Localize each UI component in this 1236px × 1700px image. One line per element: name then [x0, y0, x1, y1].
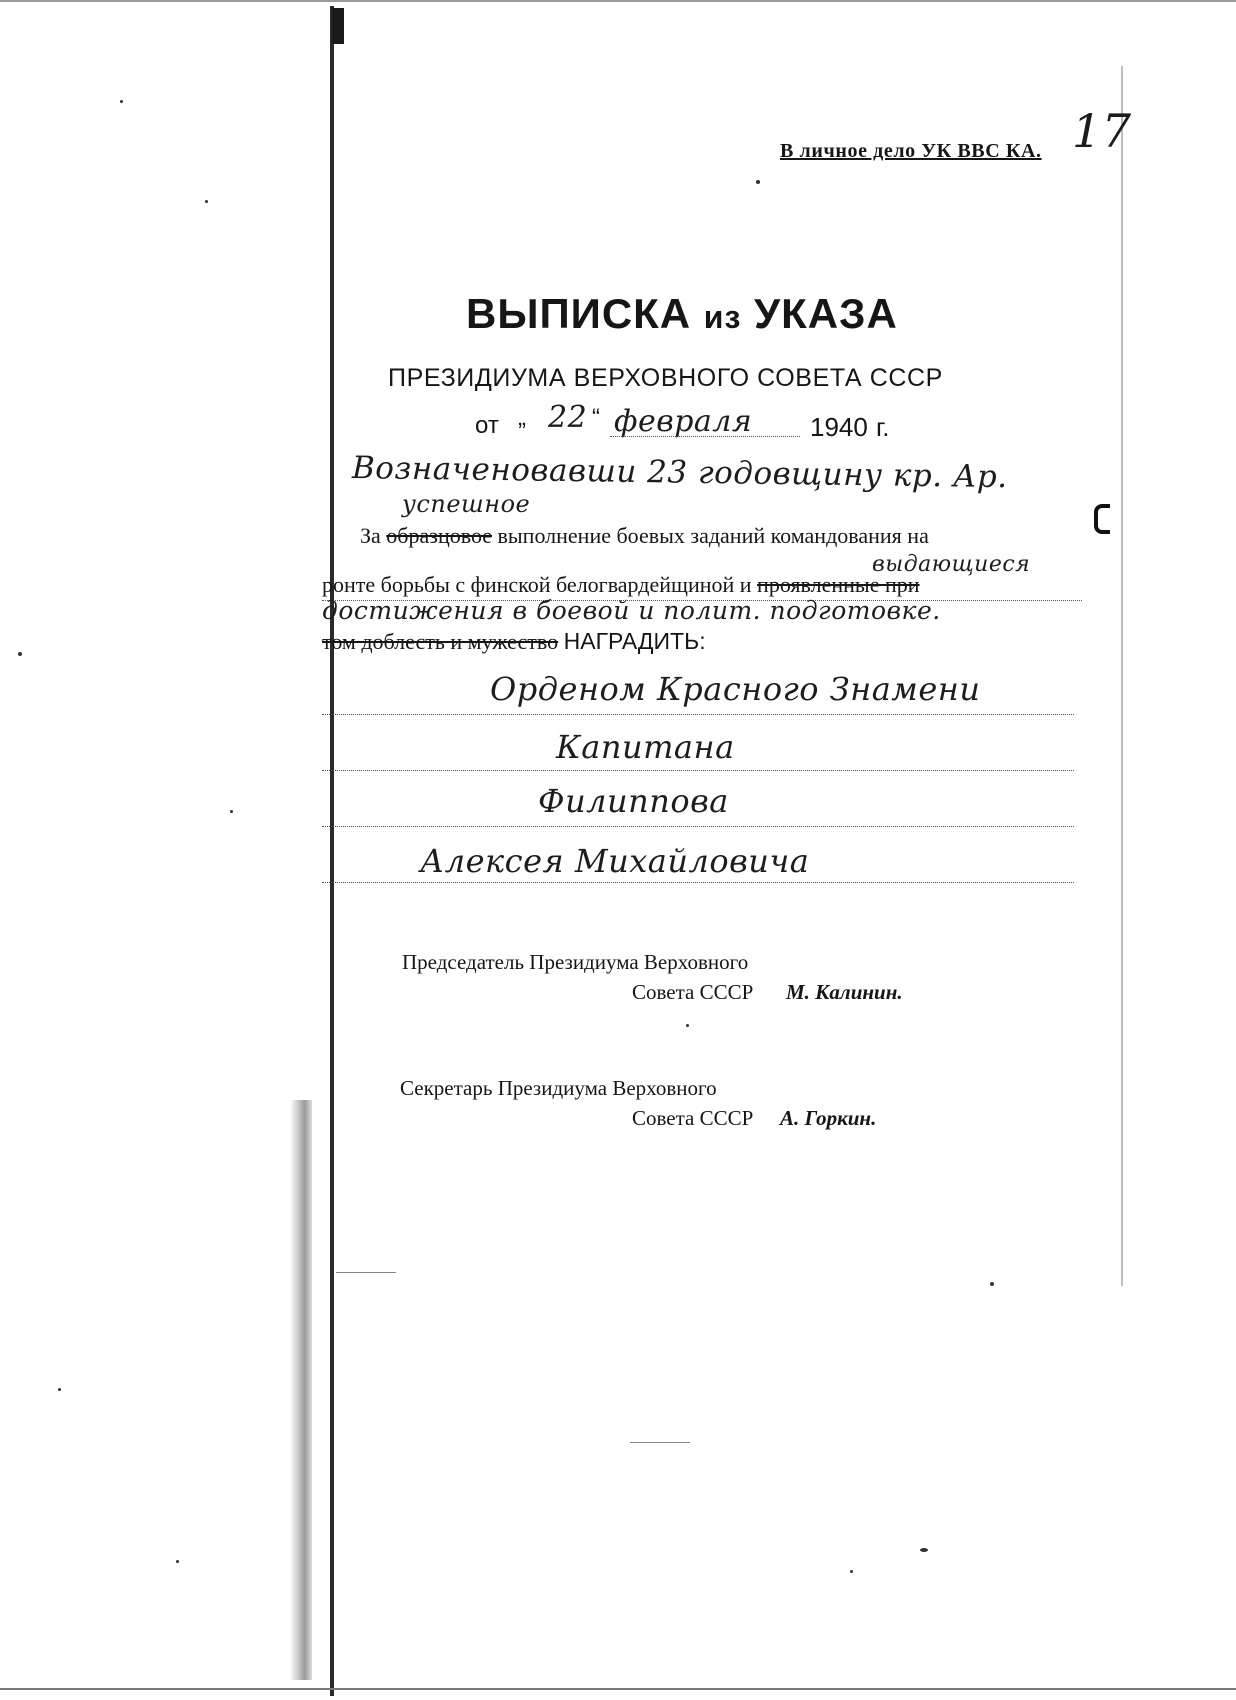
insert-successful: успешное — [402, 490, 531, 518]
chairman-title-2: Совета СССР — [632, 980, 754, 1004]
document-title — [466, 290, 898, 338]
struck-valor: том доблесть и мужество — [322, 629, 559, 654]
struck-exemplary: образцовое — [386, 523, 492, 548]
award-surname: Филиппова — [538, 782, 729, 820]
award-rule-1 — [322, 714, 1074, 715]
body-line-2 — [322, 572, 920, 598]
document-subtitle: ПРЕЗИДИУМА ВЕРХОВНОГО СОВЕТА СССР — [388, 364, 943, 392]
body-line-1-rest: выполнение боевых заданий командования на — [497, 523, 929, 548]
title-word-3: УКАЗА — [754, 290, 898, 337]
award-command: НАГРАДИТЬ: — [563, 628, 706, 654]
date-year: 1940 — [810, 412, 868, 442]
date-month-line — [610, 436, 800, 437]
scan-speck — [230, 810, 233, 813]
scan-speck — [990, 1282, 994, 1286]
scan-speck — [686, 1024, 689, 1027]
date-close-quote: “ — [592, 404, 600, 431]
award-rule-2 — [322, 770, 1074, 771]
margin-bracket-mark — [1094, 504, 1110, 534]
bottom-edge — [0, 1688, 1236, 1690]
body-line-4 — [322, 628, 706, 655]
left-page-edge — [330, 6, 334, 1696]
scan-speck — [920, 1548, 928, 1552]
scan-speck — [120, 100, 123, 103]
scan-speck — [176, 1560, 179, 1563]
date-month: февраля — [614, 404, 753, 439]
date-open-quote: „ — [518, 404, 526, 431]
scan-speck — [205, 200, 208, 203]
right-page-edge — [1121, 66, 1123, 1286]
body-line-1-start: За — [360, 523, 381, 548]
body-line-3-handwritten: достижения в боевой и полит. подготовке. — [322, 596, 941, 625]
secretary-name: А. Горкин. — [780, 1106, 877, 1130]
chairman-name: М. Калинин. — [786, 980, 903, 1004]
date-prefix: от — [475, 412, 499, 439]
award-rank: Капитана — [556, 728, 735, 766]
scan-speck — [850, 1570, 853, 1573]
body-line-1 — [360, 523, 929, 549]
title-word-1: ВЫПИСКА — [466, 290, 692, 337]
binding-mark — [332, 8, 344, 44]
date-day: 22 — [548, 400, 588, 435]
scan-streak — [336, 1272, 396, 1273]
top-edge — [0, 0, 1236, 2]
file-note: В личное дело УК ВВС КА. — [780, 140, 1042, 162]
secretary-title-1: Секретарь Президиума Верховного — [400, 1076, 717, 1100]
scan-speck — [756, 180, 760, 184]
body-line-2-print: ронте борьбы с финской белогвардейщиной и — [322, 572, 752, 597]
award-rule-4 — [322, 882, 1074, 883]
award-rule-3 — [322, 826, 1074, 827]
insert-outstanding: выдающиеся — [872, 552, 1031, 577]
scan-streak — [630, 1442, 690, 1443]
scan-speck — [18, 652, 22, 656]
secretary-title-2: Совета СССР — [632, 1106, 754, 1130]
scan-speck — [58, 1388, 61, 1391]
left-page-shadow — [290, 1100, 312, 1680]
award-order: Орденом Красного Знамени — [490, 670, 981, 708]
award-given-names: Алексея Михайловича — [420, 842, 810, 880]
date-suffix: г. — [876, 412, 890, 442]
title-word-2: из — [703, 299, 742, 335]
folio-number: 17 — [1072, 104, 1132, 158]
handwritten-reason-note: Возначеновавши 23 годовщину кр. Ар. — [351, 450, 1008, 496]
chairman-title-1: Председатель Президиума Верховного — [402, 950, 749, 974]
struck-shown-at: проявленные при — [757, 572, 920, 597]
